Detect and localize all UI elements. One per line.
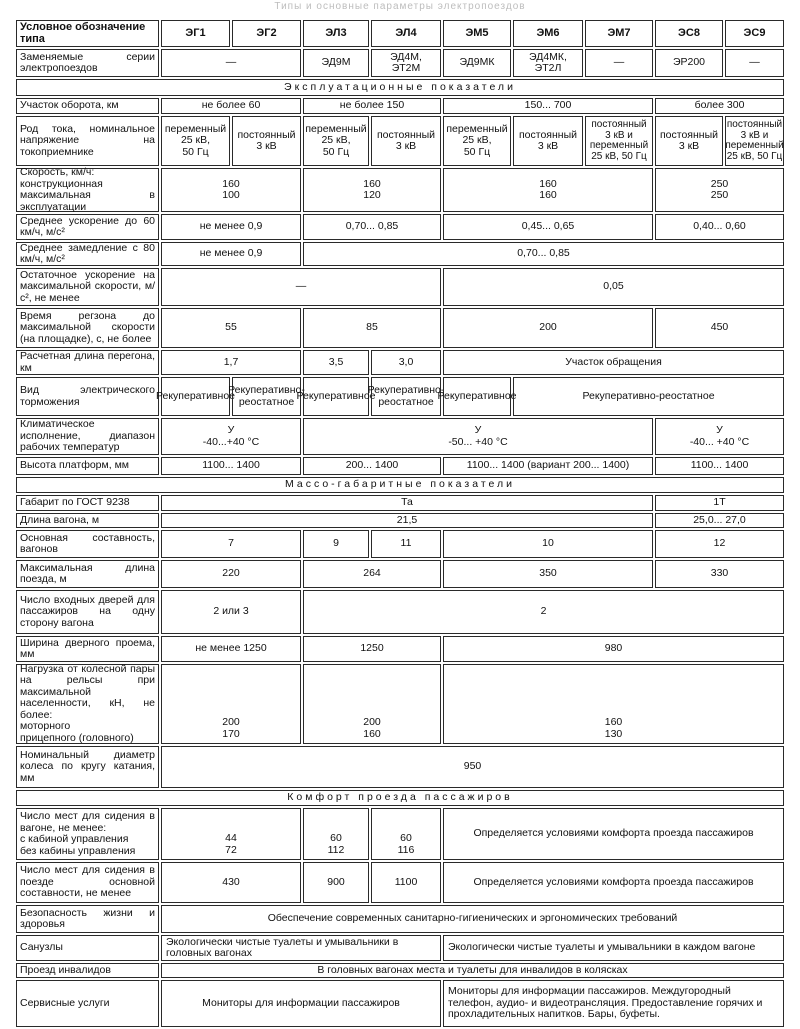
row-label: Остаточное ускорение на максимальной скорости, м/с², не менее — [16, 268, 159, 306]
section-heading: Комфорт проезда пассажиров — [16, 790, 784, 806]
table-cell: 980 — [443, 636, 784, 662]
row-label: Нагрузка от колесной пары на рельсы при максимальной населенности, кН, не более: моторного прицепного (головного) — [16, 664, 159, 744]
row-label: Условное обозначение типа — [16, 20, 159, 47]
table-cell: 250 250 — [655, 168, 784, 212]
table-cell: У -50... +40 °С — [303, 418, 653, 455]
table-cell: не более 150 — [303, 98, 441, 114]
table-cell: постоянный 3 кВ — [232, 116, 301, 166]
table-cell: 160 120 — [303, 168, 441, 212]
row-label: Число мест для сидения в поезде основной составности, не менее — [16, 862, 159, 903]
table-cell: постоянный 3 кВ — [655, 116, 723, 166]
table-cell: ЭД9МК — [443, 49, 511, 77]
table-cell: 25,0... 27,0 — [655, 513, 784, 528]
table-cell: Экологически чистые туалеты и умывальники в каждом вагоне — [443, 935, 784, 961]
row-label: Высота платформ, мм — [16, 457, 159, 475]
table-cell: Рекуперативно-реостатное — [371, 377, 441, 416]
table-cell: Та — [161, 495, 653, 511]
table-cell: 11 — [371, 530, 441, 558]
row-label: Проезд инвалидов — [16, 963, 159, 978]
table-cell: Рекуперативное — [303, 377, 369, 416]
table-cell: 1100 — [371, 862, 441, 903]
table-cell: 950 — [161, 746, 784, 788]
table-cell: переменный 25 кВ, 50 Гц — [161, 116, 230, 166]
table-cell: У -40... +40 °С — [655, 418, 784, 455]
table-cell: 430 — [161, 862, 301, 903]
table-cell: 1100... 1400 (вариант 200... 1400) — [443, 457, 653, 475]
row-label: Время регзона до максимальной скорости (на площадке), с, не более — [16, 308, 159, 348]
table-cell: Обеспечение современных санитарно-гигиенических и эргономических требований — [161, 905, 784, 933]
parameters-table — [15, 20, 785, 1021]
table-cell: 150... 700 — [443, 98, 653, 114]
table-cell: 7 — [161, 530, 301, 558]
column-header: ЭГ1 — [161, 20, 230, 47]
row-label: Габарит по ГОСТ 9238 — [16, 495, 159, 511]
table-cell: 0,70... 0,85 — [303, 214, 441, 240]
table-cell: 264 — [303, 560, 441, 588]
table-cell: 160 100 — [161, 168, 301, 212]
table-cell: Участок обращения — [443, 350, 784, 375]
row-label: Климатическое исполнение, диапазон рабочих температур — [16, 418, 159, 455]
table-cell: не менее 0,9 — [161, 214, 301, 240]
table-cell: Рекуперативно-реостатное — [232, 377, 301, 416]
table-cell: постоянный 3 кВ — [371, 116, 441, 166]
table-cell: 85 — [303, 308, 441, 348]
table-cell: У -40...+40 °С — [161, 418, 301, 455]
table-cell: — — [725, 49, 784, 77]
table-cell: 60 112 — [303, 808, 369, 860]
table-cell: 44 72 — [161, 808, 301, 860]
table-cell: 200 170 — [161, 664, 301, 744]
table-cell: Рекуперативно-реостатное — [513, 377, 784, 416]
row-label: Скорость, км/ч: конструкционная максимальная в эксплуатации — [16, 168, 159, 212]
section-heading: Массо-габаритные показатели — [16, 477, 784, 493]
table-cell: 200... 1400 — [303, 457, 441, 475]
table-cell: 55 — [161, 308, 301, 348]
row-label: Сервисные услуги — [16, 980, 159, 1027]
row-label: Максимальная длина поезда, м — [16, 560, 159, 588]
table-cell: 60 116 — [371, 808, 441, 860]
row-label: Расчетная длина перегона, км — [16, 350, 159, 375]
column-header: ЭМ5 — [443, 20, 511, 47]
column-header: ЭГ2 — [232, 20, 301, 47]
table-cell: переменный 25 кВ, 50 Гц — [303, 116, 369, 166]
row-label: Заменяемые серии электропоездов — [16, 49, 159, 77]
table-cell: ЭД4МК, ЭТ2Л — [513, 49, 583, 77]
table-cell: Определяется условиями комфорта проезда пассажиров — [443, 808, 784, 860]
table-cell: 1100... 1400 — [161, 457, 301, 475]
table-cell: 160 130 — [443, 664, 784, 744]
row-label: Санузлы — [16, 935, 159, 961]
table-cell: 1250 — [303, 636, 441, 662]
row-label: Номинальный диаметр колеса по кругу катания, мм — [16, 746, 159, 788]
row-label: Род тока, номинальное напряжение на токоприемнике — [16, 116, 159, 166]
table-cell: — — [161, 49, 301, 77]
row-label: Участок оборота, км — [16, 98, 159, 114]
row-label: Безопасность жизни и здоровья — [16, 905, 159, 933]
table-cell: В головных вагонах места и туалеты для инвалидов в колясках — [161, 963, 784, 978]
row-label: Число входных дверей для пассажиров на одну сторону вагона — [16, 590, 159, 634]
table-cell: 1100... 1400 — [655, 457, 784, 475]
table-cell: переменный 25 кВ, 50 Гц — [443, 116, 511, 166]
table-cell: 3,5 — [303, 350, 369, 375]
table-cell: 2 — [303, 590, 784, 634]
table-cell: 9 — [303, 530, 369, 558]
table-cell: 2 или 3 — [161, 590, 301, 634]
table-cell: Определяется условиями комфорта проезда пассажиров — [443, 862, 784, 903]
column-header: ЭЛ3 — [303, 20, 369, 47]
row-label: Среднее ускорение до 60 км/ч, м/с² — [16, 214, 159, 240]
table-cell: 0,70... 0,85 — [303, 242, 784, 266]
table-cell: Мониторы для информации пассажиров. Междугородный телефон, аудио- и видеотрансляция. Предоставление горячих и прохладительных напитков. Бары, буфеты. — [443, 980, 784, 1027]
table-cell: Рекуперативное — [443, 377, 511, 416]
table-cell: Экологически чистые туалеты и умывальники в головных вагонах — [161, 935, 441, 961]
table-cell: 220 — [161, 560, 301, 588]
column-header: ЭС9 — [725, 20, 784, 47]
table-cell: ЭР200 — [655, 49, 723, 77]
table-cell: ЭД4М, ЭТ2М — [371, 49, 441, 77]
table-cell: 200 — [443, 308, 653, 348]
table-cell: Рекуперативное — [161, 377, 230, 416]
row-label: Среднее замедление с 80 км/ч, м/с² — [16, 242, 159, 266]
row-label: Длина вагона, м — [16, 513, 159, 528]
table-cell: 21,5 — [161, 513, 653, 528]
table-cell: 12 — [655, 530, 784, 558]
table-cell: 350 — [443, 560, 653, 588]
column-header: ЭМ6 — [513, 20, 583, 47]
section-heading: Эксплуатационные показатели — [16, 79, 784, 96]
table-cell: 200 160 — [303, 664, 441, 744]
row-label: Вид электрического торможения — [16, 377, 159, 416]
table-cell: 450 — [655, 308, 784, 348]
table-caption: Типы и основные параметры электропоездов — [274, 1, 526, 12]
table-cell: более 300 — [655, 98, 784, 114]
row-label: Основная составность, вагонов — [16, 530, 159, 558]
table-cell: — — [161, 268, 441, 306]
column-header: ЭЛ4 — [371, 20, 441, 47]
column-header: ЭМ7 — [585, 20, 653, 47]
table-cell: 0,40... 0,60 — [655, 214, 784, 240]
table-cell: не менее 1250 — [161, 636, 301, 662]
table-cell: не менее 0,9 — [161, 242, 301, 266]
table-cell: 330 — [655, 560, 784, 588]
table-cell: постоянный 3 кВ и переменный 25 кВ, 50 Гц — [725, 116, 784, 166]
row-label: Число мест для сидения в вагоне, не менее: с кабиной управления без кабины управления — [16, 808, 159, 860]
table-cell: 3,0 — [371, 350, 441, 375]
table-cell: постоянный 3 кВ — [513, 116, 583, 166]
table-cell: 0,45... 0,65 — [443, 214, 653, 240]
table-cell: 10 — [443, 530, 653, 558]
row-label: Ширина дверного проема, мм — [16, 636, 159, 662]
table-cell: постоянный 3 кВ и переменный 25 кВ, 50 Гц — [585, 116, 653, 166]
table-cell: не более 60 — [161, 98, 301, 114]
table-cell: 160 160 — [443, 168, 653, 212]
table-cell: — — [585, 49, 653, 77]
table-cell: ЭД9М — [303, 49, 369, 77]
table-cell: Мониторы для информации пассажиров — [161, 980, 441, 1027]
column-header: ЭС8 — [655, 20, 723, 47]
table-cell: 1,7 — [161, 350, 301, 375]
table-cell: 900 — [303, 862, 369, 903]
table-cell: 0,05 — [443, 268, 784, 306]
table-cell: 1Т — [655, 495, 784, 511]
